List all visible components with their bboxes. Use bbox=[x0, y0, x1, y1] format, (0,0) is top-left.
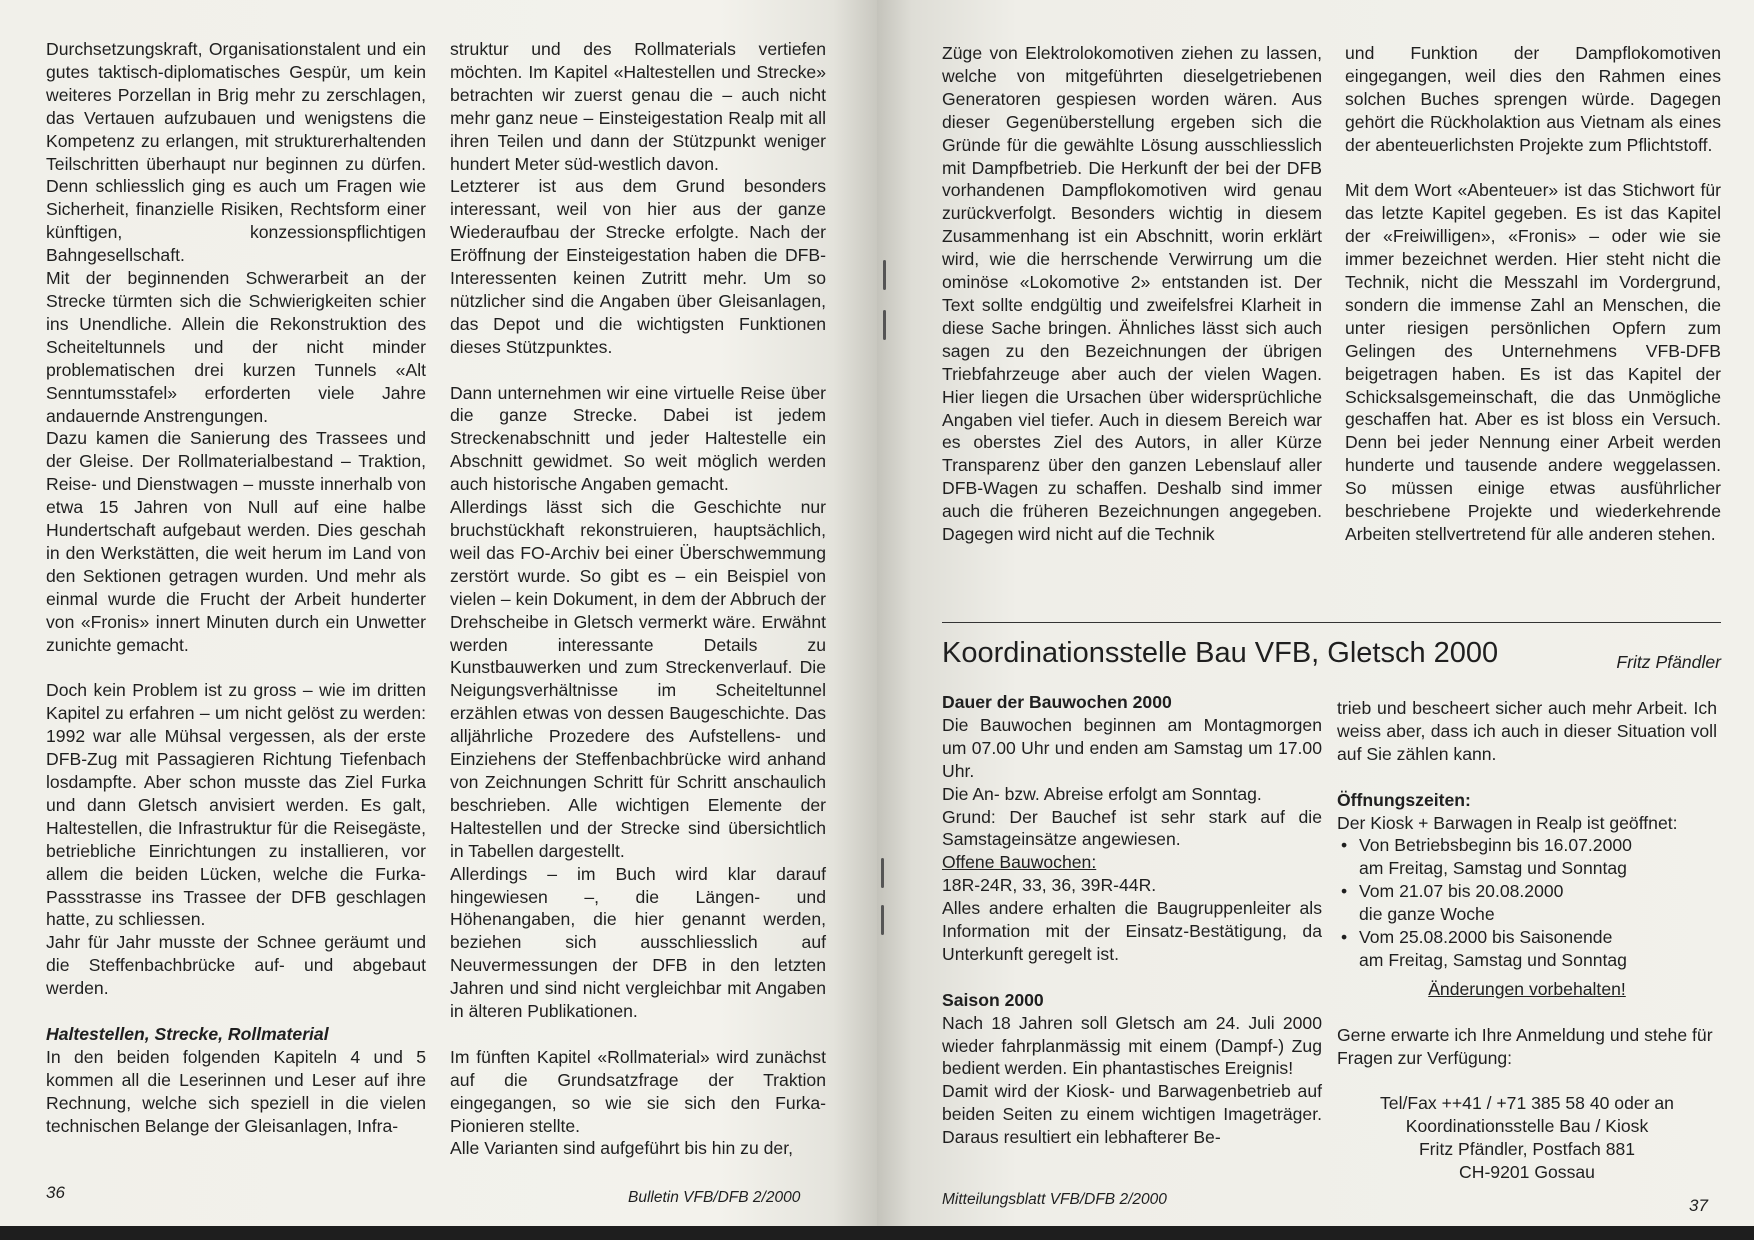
paragraph: Durchsetzungskraft, Organisationstalent und ein gutes taktisch-diplomatisches Gespür, um kein weiteres Porzellan in Brig mehr zu zerschlagen, das Vertauen aufzubauen und wenigstens die Kompetenz zu erlangen, mit strukturerhaltenden Teilschritten überhaupt nur beginnen zu dürfen. Denn schliesslich ging es auch um Fragen wie Sicherheit, finanzielle Risiken, Rechtsform einer künftigen, konzessionspflichtigen Bahngesellschaft. bbox=[46, 39, 426, 266]
contact-block bbox=[1337, 1092, 1717, 1184]
paragraph: Züge von Elektrolokomotiven ziehen zu lassen, welche von mitgeführten dieselgetriebenen Generatoren gespiesen worden wären. Aus dieser Gegenüberstellung ergeben sich die Gründe für die gewählte Lösung ausschliesslich mit Dampfbetrieb. Die Herkunft der bei der DFB vorhandenen Dampflokomotiven wird genau zurückverfolgt. Besonders wichtig in diesem Zusammenhang ist ein Abschnitt, worin erklärt wird, wie die herrschende Verwirrung um die ominöse «Lokomotive 2» entstanden ist. Der Text sollte endgültig und zweifelsfrei Klarheit in diese Sache bringen. Ähnliches lässt sich auch sagen zu den Bezeichnungen der übrigen Triebfahrzeuge aber auch der vielen Wagen. Hier liegen die Ursachen über widersprüchliche Angaben viel tiefer. Auch in diesem Bereich war es oberstes Ziel des Autors, in aller Kürze Transparenz über den ganzen Lebenslauf aller DFB-Wagen zu schaffen. Deshalb sind immer auch die früheren Bezeichnungen angegeben. Dagegen wird nicht auf die Technik bbox=[942, 43, 1322, 545]
staple-mark bbox=[881, 905, 884, 935]
subheading: Offene Bauwochen: bbox=[942, 852, 1097, 873]
list-item bbox=[1359, 880, 1717, 926]
paragraph: Jahr für Jahr musste der Schnee geräumt und die Steffenbachbrücke auf- und abgebaut werden. bbox=[46, 932, 426, 999]
paragraph: Nach 18 Jahren soll Gletsch am 24. Juli 2000 wieder fahrplanmässig mit einem (Dampf-) Zug bedient werden. Ein phantastisches Ereignis! bbox=[942, 1012, 1322, 1079]
paragraph: Grund: Der Bauchef ist sehr stark auf die Samstageinsätze angewiesen. bbox=[942, 806, 1322, 850]
paragraph: Alle Varianten sind aufgeführt bis hin zu der, bbox=[450, 1138, 793, 1159]
list-item-line: Vom 25.08.2000 bis Saisonende bbox=[1359, 927, 1613, 948]
right-page bbox=[877, 0, 1754, 1226]
list-item-line: die ganze Woche bbox=[1359, 904, 1495, 925]
contact-line: Tel/Fax ++41 / +71 385 58 40 oder an bbox=[1380, 1093, 1674, 1114]
paragraph: Mit dem Wort «Abenteuer» ist das Stichwort für das letzte Kapitel gegeben. Es ist das Kapitel der «Freiwilligen», «Fronis» – oder wie sie immer bezeichnet werden. Hier steht nicht die Technik, nicht die Messzahl im Vordergrund, sondern die immense Zahl an Menschen, die unter riesigen persönlichen Opfern zum Gelingen des Unternehmens VFB-DFB beigetragen haben. Es ist das Kapitel der Schicksalsgemeinschaft, die das Unmögliche geschaffen hat. Aber es ist bloss ein Versuch. Denn bei jeder Nennung einer Arbeit werden hunderte und tausende andere weggelassen. So müssen einige etwas ausführlicher beschriebene Projekte und wiederkehrende Arbeiten stellvertretend für alle anderen stehen. bbox=[1345, 180, 1721, 545]
staple-mark bbox=[883, 310, 886, 340]
opening-hours-list bbox=[1337, 834, 1717, 971]
section-heading: Öffnungszeiten: bbox=[1337, 789, 1471, 810]
paragraph: 18R-24R, 33, 36, 39R-44R. bbox=[942, 875, 1157, 896]
page-number: 37 bbox=[1689, 1196, 1708, 1215]
paragraph: Der Kiosk + Barwagen in Realp ist geöffnet: bbox=[1337, 812, 1678, 833]
paragraph: Mit der beginnenden Schwerarbeit an der Strecke türmten sich die Schwierigkeiten schier ins Unendliche. Allein die Rekonstruktion des Scheiteltunnels und der nicht minder problematischen drei kurzen Tunnels «Alt Senntumsstafel» erforderten viele Jahre andauernde Anstrengungen. bbox=[46, 268, 426, 426]
section-heading: Haltestellen, Strecke, Rollmaterial bbox=[46, 1023, 329, 1044]
section-heading: Saison 2000 bbox=[942, 989, 1044, 1010]
list-item-line: am Freitag, Samstag und Sonntag bbox=[1359, 949, 1627, 970]
list-item-line: Von Betriebsbeginn bis 16.07.2000 bbox=[1359, 835, 1632, 856]
page-number: 36 bbox=[46, 1183, 65, 1202]
left-column-2 bbox=[450, 38, 826, 1160]
contact-line: Koordinationsstelle Bau / Kiosk bbox=[1405, 1116, 1649, 1137]
article-column-2 bbox=[1337, 697, 1717, 1184]
paragraph: und Funktion der Dampflokomotiven eingegangen, weil dies den Rahmen eines solchen Buches sprengen würde. Dagegen gehört die Rückholaktion aus Vietnam als eines der abenteuerlichsten Projekte zum Pflichtstoff. bbox=[1345, 43, 1721, 155]
paragraph: Allerdings lässt sich die Geschichte nur bruchstückhaft rekonstruieren, hauptsächlich, weil das FO-Archiv bei einer Überschwemmung zerstört wurde. So gibt es – ein Beispiel von vielen – kein Dokument, in dem der Abbruch der Drehscheibe in Gletsch vermerkt wäre. Erwähnt werden interessante Details zu Kunstbauwerken und zum Streckenverlauf. Die Neigungsverhältnisse im Scheiteltunnel erzählen etwas von dessen Baugeschichte. Das alljährliche Prozedere des Aufstellens- und Einziehens der Steffenbachbrücke wird anhand von Zeichnungen Schritt für Schritt anschaulich beschrieben. Alle wichtigen Elemente der Haltestellen und der Strecke sind übersichtlich in Tabellen dargestellt. bbox=[450, 497, 826, 861]
left-page bbox=[0, 0, 877, 1226]
staple-mark bbox=[883, 260, 886, 290]
paragraph: struktur und des Rollmaterials vertiefen möchten. Im Kapitel «Haltestellen und Strecke» betrachten wir zuerst genau die – auch nicht mehr ganz neue – Einsteigestation Realp mit all ihren Teilen und dann der Stützpunkt weniger hundert Meter süd-westlich davon. bbox=[450, 39, 826, 174]
paragraph: Doch kein Problem ist zu gross – wie im dritten Kapitel zu erfahren – um nicht gelöst zu werden: 1992 war alle Mühsal vergessen, als der erste DFB-Zug mit Passagieren Richtung Tiefenbach losdampfte. Aber schon musste das Ziel Furka und dann Gletsch anvisiert werden. Es galt, Haltestellen, die Infrastruktur für die Reisegäste, betriebliche Einrichtungen zu installieren, vor allem die beiden Lücken, welche die Furka-Passstrasse ins Trassee der DFB geschlagen hatte, zu schliessen. bbox=[46, 680, 426, 930]
contact-line: CH-9201 Gossau bbox=[1459, 1162, 1595, 1183]
paragraph: Letzterer ist aus dem Grund besonders interessant, weil von hier aus der ganze Wiederaufbau der Strecke erfolgte. Nach der Eröffnung der Einsteigestation haben die DFB-Interessenten keinen Zutritt mehr. Um so nützlicher sind die Angaben über Gleisanlagen, das Depot und die wichtigsten Funktionen dieses Stützpunktes. bbox=[450, 176, 826, 357]
list-item-line: Vom 21.07 bis 20.08.2000 bbox=[1359, 881, 1564, 902]
paragraph: Dazu kamen die Sanierung des Trassees und der Gleise. Der Rollmaterialbestand – Traktion, Reise- und Dienstwagen – musste innerhalb von etwa 15 Jahren von Null auf eine halbe Hundertschaft aufgebaut werden. Dies geschah in den Werkstätten, die weit herum im Land von den Sektionen getragen wurden. Und mehr als einmal wurde die Frucht der Arbeit hunderter von «Fronis» innert Minuten durch ein Unwetter zunichte gemacht. bbox=[46, 428, 426, 655]
section-heading: Dauer der Bauwochen 2000 bbox=[942, 692, 1172, 712]
paragraph: Alles andere erhalten die Baugruppenleiter als Information mit der Einsatz-Bestätigung, da Unterkunft geregelt ist. bbox=[942, 898, 1322, 964]
paragraph: Allerdings – im Buch wird klar darauf hingewiesen –, die Längen- und Höhenangaben, die hier genannt werden, beziehen sich ausschliesslich auf Neuvermessungen der DFB in den letzten Jahren und sind nicht vergleichbar mit Angaben in älteren Publikationen. bbox=[450, 863, 826, 1022]
list-item bbox=[1359, 834, 1717, 880]
list-item-line: am Freitag, Samstag und Sonntag bbox=[1359, 858, 1627, 879]
contact-line: Fritz Pfändler, Postfach 881 bbox=[1418, 1139, 1636, 1160]
right-column-2 bbox=[1345, 42, 1721, 546]
section-divider bbox=[942, 622, 1721, 623]
paragraph: Die Bauwochen beginnen am Montagmorgen um 07.00 Uhr und enden am Samstag um 17.00 Uhr. bbox=[942, 714, 1322, 781]
paragraph: Damit wird der Kiosk- und Barwagenbetrieb auf beiden Seiten zu einem wichtigen Imageträger. Daraus resultiert ein lebhafterer Be- bbox=[942, 1081, 1322, 1148]
list-item bbox=[1359, 926, 1717, 972]
paragraph: Gerne erwarte ich Ihre Anmeldung und stehe für Fragen zur Verfügung: bbox=[1337, 1024, 1713, 1068]
article-title: Koordinationsstelle Bau VFB, Gletsch 2000 bbox=[942, 637, 1499, 669]
paragraph: Im fünften Kapitel «Rollmaterial» wird zunächst auf die Grundsatzfrage der Traktion eingegangen, so wie sie sich den Furka-Pionieren stellte. bbox=[450, 1046, 826, 1136]
notice-text: Änderungen vorbehalten! bbox=[1428, 978, 1626, 999]
article-author: Fritz Pfändler bbox=[1616, 652, 1721, 672]
page-footer: Bulletin VFB/DFB 2/2000 bbox=[628, 1189, 801, 1206]
left-column-1 bbox=[46, 38, 426, 1137]
article-column-1 bbox=[942, 691, 1322, 1149]
paragraph: In den beiden folgenden Kapiteln 4 und 5 kommen all die Leserinnen und Leser auf ihre Rechnung, welche sich speziell in die vielen technischen Belange der Gleisanlagen, Infra- bbox=[46, 1046, 426, 1136]
paragraph: Dann unternehmen wir eine virtuelle Reise über die ganze Strecke. Dabei ist jedem Streckenabschnitt und jeder Haltestelle ein Abschnitt gewidmet. So weit möglich werden auch historische Angaben gemacht. bbox=[450, 382, 826, 495]
staple-mark bbox=[881, 858, 884, 888]
paragraph: trieb und bescheert sicher auch mehr Arbeit. Ich weiss aber, dass ich auch in dieser Situation voll auf Sie zählen kann. bbox=[1337, 698, 1717, 764]
page-footer: Mitteilungsblatt VFB/DFB 2/2000 bbox=[942, 1191, 1167, 1208]
right-column-1 bbox=[942, 42, 1322, 546]
paragraph: Die An- bzw. Abreise erfolgt am Sonntag. bbox=[942, 783, 1262, 804]
notice bbox=[1337, 978, 1717, 1001]
